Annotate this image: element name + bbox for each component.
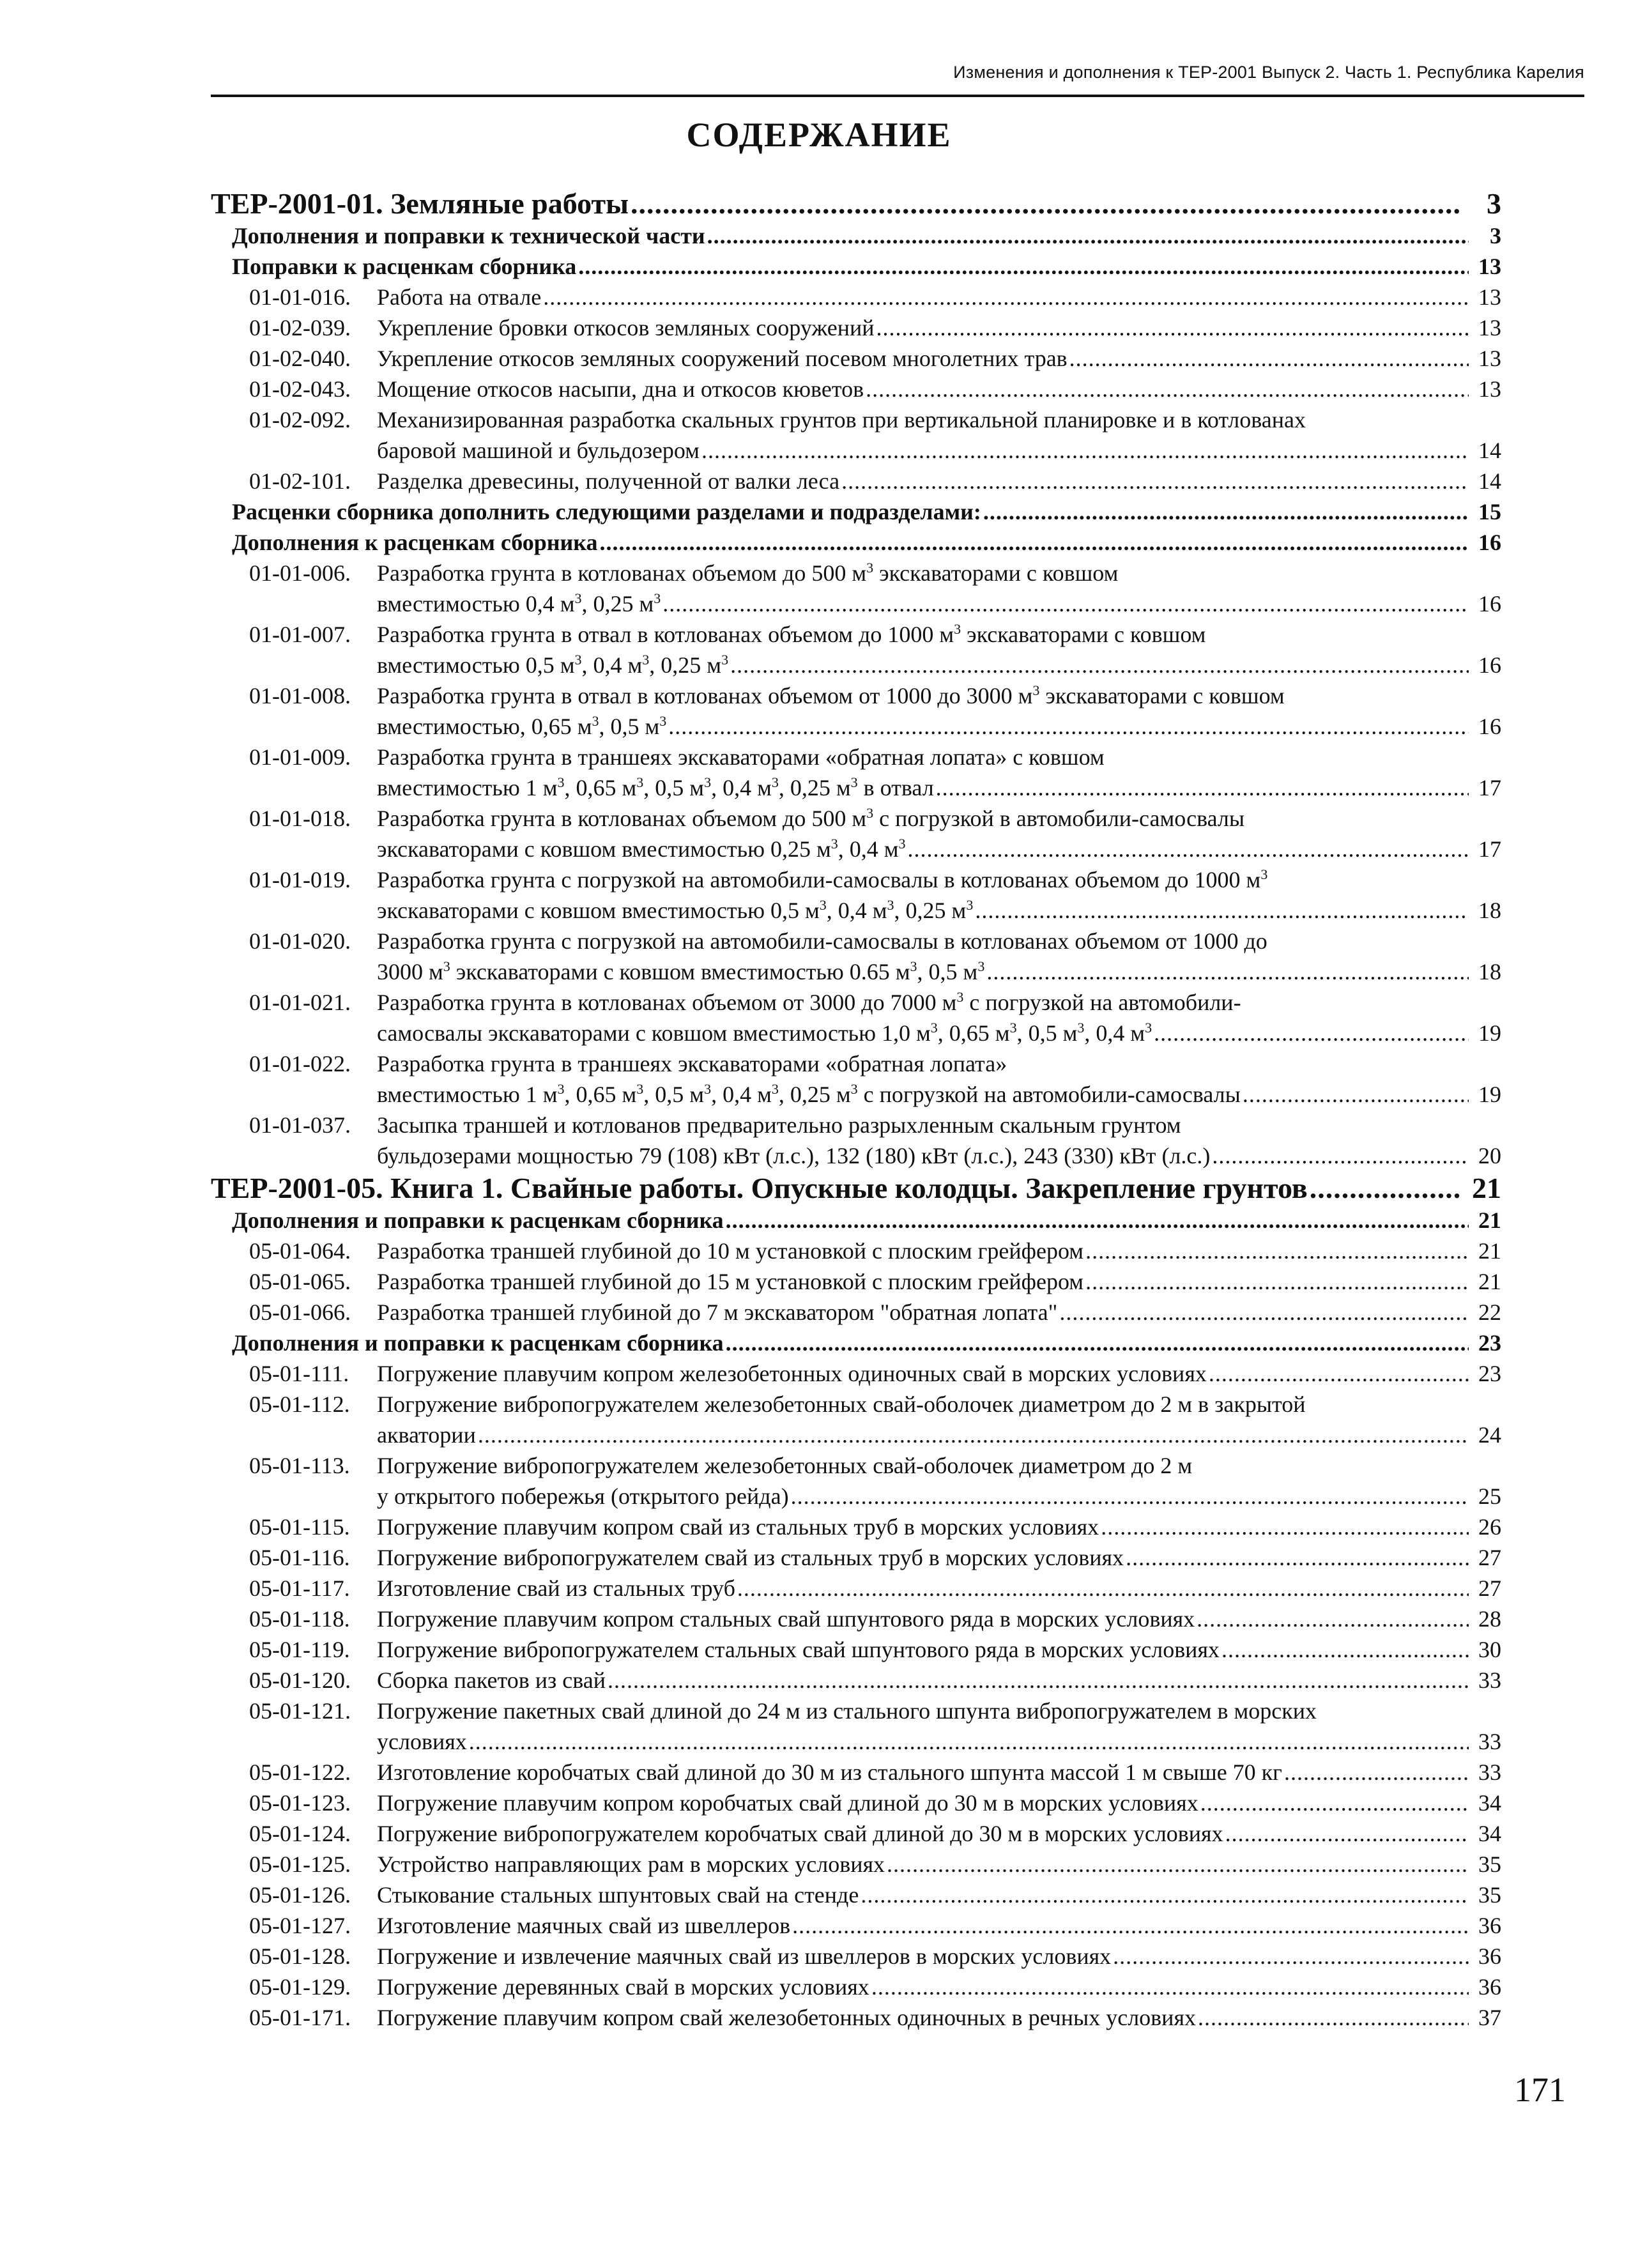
toc-entry-page: 26 bbox=[1478, 1514, 1501, 1540]
toc-entry-page: 16 bbox=[1478, 714, 1501, 739]
dot-leader bbox=[631, 187, 1461, 220]
toc-entry-continuation-text: экскаваторами с ковшом вместимостью 0,5 $м^3$, 0,4 $м^3$, 0,25 $м^3$ bbox=[377, 897, 974, 923]
toc-entry-page: 23 bbox=[1478, 1330, 1501, 1356]
running-header-text: Изменения и дополнения к ТЕР-2001 Выпуск 2. Часть 1. Республика Карелия bbox=[953, 63, 1584, 82]
dot-leader bbox=[871, 1972, 1469, 2002]
toc-entry-title: Разработка грунта в траншеях экскаваторами «обратная лопата» с ковшом bbox=[377, 744, 1105, 770]
toc-entry bbox=[211, 1849, 1501, 1880]
dot-leader bbox=[578, 251, 1469, 282]
dot-leader bbox=[876, 312, 1469, 343]
toc-entry-page: 13 bbox=[1478, 376, 1501, 402]
toc-entry-page: 17 bbox=[1478, 775, 1501, 801]
toc-entry-continuation bbox=[211, 895, 1501, 926]
dot-leader bbox=[841, 466, 1469, 496]
toc-entry-page: 36 bbox=[1478, 1974, 1501, 2000]
dot-leader bbox=[936, 772, 1469, 803]
dot-leader bbox=[662, 588, 1469, 619]
toc-entry-page: 17 bbox=[1478, 836, 1501, 862]
toc-entry-continuation bbox=[211, 1018, 1501, 1048]
toc-entry-title: Разделка древесины, полученной от валки леса bbox=[377, 468, 840, 494]
toc-entry-continuation-text: вместимостью 1 $м^3$, 0,65 $м^3$, 0,5 $м^3$, 0,4 $м^3$, 0,25 $м^3$ с погрузкой на автомобили-самосвалы bbox=[377, 1081, 1241, 1107]
toc-entry bbox=[211, 404, 1501, 435]
dot-leader bbox=[726, 1205, 1469, 1236]
toc-entry bbox=[211, 1573, 1501, 1604]
dot-leader bbox=[1113, 1941, 1469, 1972]
toc-entry-continuation-text: вместимостью 1 $м^3$, 0,65 $м^3$, 0,5 $м^3$, 0,4 $м^3$, 0,25 $м^3$ в отвал bbox=[377, 774, 934, 801]
dot-leader bbox=[986, 956, 1469, 987]
toc-entry-code: 01-02-039. bbox=[249, 315, 351, 341]
toc-entry-continuation bbox=[211, 1481, 1501, 1512]
toc-entry-title: Изготовление маячных свай из швеллеров bbox=[377, 1913, 791, 1938]
toc-entry-title: Погружение вибропогружателем коробчатых свай длиной до 30 м в морских условиях bbox=[377, 1821, 1223, 1846]
toc-entry-title: Разработка траншей глубиной до 10 м установкой с плоским грейфером bbox=[377, 1238, 1084, 1264]
toc-entry-page: 21 bbox=[1472, 1172, 1501, 1204]
dot-leader bbox=[1209, 1358, 1469, 1389]
toc-entry bbox=[211, 1048, 1501, 1079]
toc-entry-page: 14 bbox=[1478, 468, 1501, 494]
dot-leader bbox=[1225, 1818, 1469, 1849]
dot-leader bbox=[1126, 1542, 1469, 1573]
dot-leader bbox=[792, 1910, 1469, 1941]
toc-entry bbox=[211, 1236, 1501, 1266]
toc-entry-code: 01-01-006. bbox=[249, 560, 351, 586]
dot-leader bbox=[730, 650, 1469, 680]
dot-leader bbox=[1085, 1236, 1469, 1266]
toc-entry-continuation-text: акватории bbox=[377, 1422, 476, 1448]
toc-entry-title: Дополнения к расценкам сборника bbox=[232, 530, 598, 555]
toc-subsection bbox=[211, 1205, 1501, 1236]
toc-entry-page: 21 bbox=[1478, 1207, 1501, 1233]
toc-entry bbox=[211, 864, 1501, 895]
toc-entry-page: 21 bbox=[1478, 1269, 1501, 1294]
toc-entry-title: Укрепление бровки откосов земляных сооружений bbox=[377, 315, 875, 341]
toc-entry-code: 05-01-120. bbox=[249, 1667, 351, 1693]
toc-entry-page: 25 bbox=[1478, 1483, 1501, 1509]
toc-subsection bbox=[211, 527, 1501, 558]
toc-entry-continuation bbox=[211, 1079, 1501, 1110]
toc-entry-code: 01-02-092. bbox=[249, 407, 351, 433]
toc-entry-title: Погружение плавучим копром свай железобетонных одиночных в речных условиях bbox=[377, 2005, 1197, 2030]
toc-entry bbox=[211, 1880, 1501, 1910]
toc-entry-title: Погружение плавучим копром свай из стальных труб в морских условиях bbox=[377, 1514, 1099, 1540]
toc-entry-page: 27 bbox=[1478, 1575, 1501, 1601]
dot-leader bbox=[543, 282, 1469, 312]
toc-entry-code: 05-01-065. bbox=[249, 1269, 351, 1294]
dot-leader bbox=[707, 220, 1469, 251]
toc-entry-page: 21 bbox=[1478, 1238, 1501, 1264]
toc-entry bbox=[211, 1297, 1501, 1328]
toc-entry-code: 01-02-043. bbox=[249, 376, 351, 402]
toc-entry-code: 05-01-123. bbox=[249, 1790, 351, 1816]
toc-entry-title: Погружение плавучим копром железобетонных одиночных свай в морских условиях bbox=[377, 1361, 1207, 1386]
toc-entry-page: 19 bbox=[1478, 1020, 1501, 1046]
toc-entry bbox=[211, 466, 1501, 496]
toc-entry-page: 30 bbox=[1478, 1637, 1501, 1662]
toc-entry-page: 34 bbox=[1478, 1821, 1501, 1846]
toc-entry-title: ТЕР-2001-01. Земляные работы bbox=[211, 187, 629, 220]
toc-entry bbox=[211, 742, 1501, 772]
toc-entry-title: Изготовление коробчатых свай длиной до 30 м из стального шпунта массой 1 м свыше 70 кг bbox=[377, 1759, 1282, 1785]
toc-entry-page: 16 bbox=[1478, 652, 1501, 678]
toc-entry-code: 05-01-128. bbox=[249, 1943, 351, 1969]
toc-entry-page: 35 bbox=[1478, 1851, 1501, 1877]
toc-entry-continuation-text: вместимостью 0,4 $м^3$, 0,25 $м^3$ bbox=[377, 590, 661, 617]
toc-entry-page: 13 bbox=[1478, 254, 1501, 279]
dot-leader bbox=[1154, 1018, 1469, 1048]
toc-entry-page: 33 bbox=[1478, 1759, 1501, 1785]
toc-entry-continuation-text: вместимостью, 0,65 $м^3$, 0,5 $м^3$ bbox=[377, 713, 667, 739]
toc-entry-title: Мощение откосов насыпи, дна и откосов кюветов bbox=[377, 376, 864, 402]
toc-entry-page: 18 bbox=[1478, 898, 1501, 923]
toc-subsection bbox=[211, 251, 1501, 282]
toc-entry-title: Дополнения и поправки к технической части bbox=[232, 223, 705, 249]
toc-entry-title: Погружение вибропогружателем свай из стальных труб в морских условиях bbox=[377, 1545, 1124, 1570]
toc-entry bbox=[211, 374, 1501, 404]
dot-leader bbox=[1069, 343, 1469, 374]
toc-entry-code: 05-01-124. bbox=[249, 1821, 351, 1846]
toc-entry-continuation-text: у открытого побережья (открытого рейда) bbox=[377, 1483, 789, 1509]
toc-entry bbox=[211, 1604, 1501, 1634]
toc-entry-code: 01-01-018. bbox=[249, 806, 351, 831]
toc-entry-continuation bbox=[211, 650, 1501, 680]
toc-entry bbox=[211, 619, 1501, 650]
toc-entry bbox=[211, 1266, 1501, 1297]
toc-subsection bbox=[211, 496, 1501, 527]
toc-entry-continuation-text: вместимостью 0,5 $м^3$, 0,4 $м^3$, 0,25 $м^3$ bbox=[377, 652, 729, 678]
toc-entry-code: 01-01-008. bbox=[249, 683, 351, 709]
dot-leader bbox=[608, 1665, 1469, 1696]
toc-entry-title: Разработка грунта в отвал в котлованах объемом от 1000 до 3000 $м^3$ экскаваторами с ковшом bbox=[377, 682, 1285, 709]
toc-entry-page: 13 bbox=[1478, 346, 1501, 371]
toc-entry-title: Погружение плавучим копром стальных свай шпунтового ряда в морских условиях bbox=[377, 1606, 1195, 1632]
toc-entry-title: Дополнения и поправки к расценкам сборника bbox=[232, 1330, 724, 1356]
toc-entry-code: 01-02-101. bbox=[249, 468, 351, 494]
dot-leader bbox=[469, 1726, 1469, 1757]
toc-entry-page: 34 bbox=[1478, 1790, 1501, 1816]
toc-entry-title: Укрепление откосов земляных сооружений посевом многолетних трав bbox=[377, 346, 1068, 371]
toc-entry-continuation-text: экскаваторами с ковшом вместимостью 0,25 $м^3$, 0,4 $м^3$ bbox=[377, 836, 906, 862]
toc-entry-title: Засыпка траншей и котлованов предварительно разрыхленным скальным грунтом bbox=[377, 1112, 1181, 1138]
toc-entry-page: 28 bbox=[1478, 1606, 1501, 1632]
toc-entry-page: 24 bbox=[1478, 1422, 1501, 1448]
toc-entry bbox=[211, 1389, 1501, 1420]
toc-entry-title: Устройство направляющих рам в морских условиях bbox=[377, 1851, 885, 1877]
toc-entry-title: Стыкование стальных шпунтовых свай на стенде bbox=[377, 1882, 859, 1908]
toc-entry-continuation bbox=[211, 956, 1501, 987]
toc-entry-code: 01-01-021. bbox=[249, 990, 351, 1015]
toc-entry-continuation bbox=[211, 1420, 1501, 1450]
toc-section bbox=[211, 187, 1501, 220]
toc-entry-continuation-text: 3000 $м^3$ экскаваторами с ковшом вместимостью 0.65 $м^3$, 0,5 $м^3$ bbox=[377, 958, 985, 985]
dot-leader bbox=[861, 1880, 1469, 1910]
toc-entry bbox=[211, 1512, 1501, 1542]
toc-entry bbox=[211, 1788, 1501, 1818]
toc-entry bbox=[211, 1972, 1501, 2002]
toc-entry bbox=[211, 680, 1501, 711]
toc-entry-continuation bbox=[211, 711, 1501, 742]
dot-leader bbox=[737, 1573, 1469, 1604]
toc-section bbox=[211, 1171, 1501, 1205]
toc-entry-code: 01-01-016. bbox=[249, 284, 351, 310]
toc-entry-code: 05-01-121. bbox=[249, 1698, 351, 1724]
toc-entry-code: 05-01-115. bbox=[249, 1514, 350, 1540]
dot-leader bbox=[726, 1328, 1469, 1358]
dot-leader bbox=[1243, 1079, 1469, 1110]
toc-entry-title: Погружение деревянных свай в морских условиях bbox=[377, 1974, 869, 2000]
toc-entry-code: 05-01-111. bbox=[249, 1361, 349, 1386]
toc-entry-title: Погружение и извлечение маячных свай из швеллеров в морских условиях bbox=[377, 1943, 1112, 1969]
toc-entry-title: Разработка грунта в отвал в котлованах объемом до 1000 $м^3$ экскаваторами с ковшом bbox=[377, 621, 1206, 647]
toc-entry-code: 05-01-126. bbox=[249, 1882, 351, 1908]
toc-entry bbox=[211, 1665, 1501, 1696]
toc-entry bbox=[211, 2002, 1501, 2033]
toc-entry-code: 05-01-116. bbox=[249, 1545, 350, 1570]
toc-entry-continuation-text: самосвалы экскаваторами с ковшом вместимостью 1,0 $м^3$, 0,65 $м^3$, 0,5 $м^3$, 0,4 $м^3$ bbox=[377, 1020, 1152, 1046]
dot-leader bbox=[1059, 1297, 1469, 1328]
toc-entry-code: 05-01-064. bbox=[249, 1238, 351, 1264]
dot-leader bbox=[983, 496, 1469, 527]
toc-entry-code: 01-01-022. bbox=[249, 1051, 351, 1077]
toc-entry-title: Погружение вибропогружателем железобетонных свай-оболочек диаметром до 2 м в закрытой bbox=[377, 1391, 1306, 1417]
toc-entry bbox=[211, 1450, 1501, 1481]
toc-entry-page: 14 bbox=[1478, 438, 1501, 463]
toc-entry bbox=[211, 1542, 1501, 1573]
toc-entry-code: 05-01-171. bbox=[249, 2005, 351, 2030]
toc-entry-code: 01-01-020. bbox=[249, 928, 351, 954]
toc-entry-title: Погружение вибропогружателем стальных свай шпунтового ряда в морских условиях bbox=[377, 1637, 1220, 1662]
toc-entry-title: Погружение плавучим копром коробчатых свай длиной до 30 м в морских условиях bbox=[377, 1790, 1198, 1816]
toc-entry-page: 13 bbox=[1478, 315, 1501, 341]
toc-entry-title: Поправки к расценкам сборника bbox=[232, 254, 577, 279]
toc-entry bbox=[211, 312, 1501, 343]
toc-entry-page: 18 bbox=[1478, 959, 1501, 985]
toc-entry bbox=[211, 1818, 1501, 1849]
dot-leader bbox=[908, 834, 1469, 864]
toc-entry-code: 01-01-019. bbox=[249, 867, 351, 893]
toc-entry-title: ТЕР-2001-05. Книга 1. Свайные работы. Опускные колодцы. Закрепление грунтов bbox=[211, 1172, 1308, 1204]
toc-entry-code: 05-01-113. bbox=[249, 1453, 350, 1478]
toc-entry-page: 16 bbox=[1478, 591, 1501, 617]
toc-entry-continuation bbox=[211, 772, 1501, 803]
dot-leader bbox=[599, 527, 1469, 558]
toc-entry-title: Разработка грунта в котлованах объемом до 500 $м^3$ с погрузкой в автомобили-самосвалы bbox=[377, 805, 1245, 831]
dot-leader bbox=[668, 711, 1469, 742]
toc-entry-title: Сборка пакетов из свай bbox=[377, 1667, 606, 1693]
toc-entry-continuation bbox=[211, 834, 1501, 864]
toc-entry-title: Работа на отвале bbox=[377, 284, 542, 310]
toc-entry bbox=[211, 1110, 1501, 1140]
toc-entry-continuation-text: бульдозерами мощностью 79 (108) кВт (л.с.), 132 (180) кВт (л.с.), 243 (330) кВт (л.с.) bbox=[377, 1143, 1211, 1168]
page-title: СОДЕРЖАНИЕ bbox=[686, 116, 952, 154]
dot-leader bbox=[866, 374, 1469, 404]
toc-entry-continuation bbox=[211, 1726, 1501, 1757]
toc-entry bbox=[211, 987, 1501, 1018]
dot-leader bbox=[478, 1420, 1469, 1450]
toc-entry-page: 3 bbox=[1487, 187, 1501, 220]
toc-entry-page: 23 bbox=[1478, 1361, 1501, 1386]
dot-leader bbox=[1200, 1788, 1469, 1818]
toc-entry-page: 36 bbox=[1478, 1943, 1501, 1969]
toc-entry bbox=[211, 1634, 1501, 1665]
dot-leader bbox=[1085, 1266, 1469, 1297]
dot-leader bbox=[1221, 1634, 1469, 1665]
toc-entry-code: 01-01-007. bbox=[249, 622, 351, 647]
toc-entry-title: Погружение пакетных свай длиной до 24 м из стального шпунта вибропогружателем в морских bbox=[377, 1698, 1317, 1724]
toc-entry-page: 35 bbox=[1478, 1882, 1501, 1908]
toc-entry-title: Расценки сборника дополнить следующими разделами и подразделами: bbox=[232, 499, 981, 525]
toc-entry-title: Изготовление свай из стальных труб bbox=[377, 1575, 735, 1601]
toc-entry bbox=[211, 1941, 1501, 1972]
toc-entry-title: Разработка траншей глубиной до 7 м экскаватором "обратная лопата" bbox=[377, 1299, 1058, 1325]
dot-leader bbox=[1101, 1512, 1469, 1542]
toc-entry bbox=[211, 1910, 1501, 1941]
toc-entry bbox=[211, 1696, 1501, 1726]
dot-leader bbox=[1310, 1171, 1461, 1205]
toc-entry-page: 19 bbox=[1478, 1082, 1501, 1107]
dot-leader bbox=[1212, 1140, 1469, 1171]
toc-entry-code: 01-01-037. bbox=[249, 1112, 351, 1138]
toc-entry-page: 15 bbox=[1478, 499, 1501, 525]
toc-entry bbox=[211, 803, 1501, 834]
toc-entry-code: 05-01-127. bbox=[249, 1913, 351, 1938]
toc-entry-page: 22 bbox=[1478, 1299, 1501, 1325]
toc-entry-title: Разработка грунта в траншеях экскаваторами «обратная лопата» bbox=[377, 1051, 1007, 1077]
toc-subsection bbox=[211, 1328, 1501, 1358]
running-header bbox=[211, 57, 1584, 96]
toc-entry-code: 05-01-119. bbox=[249, 1637, 350, 1662]
toc-entry-continuation bbox=[211, 435, 1501, 466]
toc-entry bbox=[211, 282, 1501, 312]
toc-entry-continuation bbox=[211, 1140, 1501, 1171]
dot-leader bbox=[791, 1481, 1469, 1512]
toc-entry-page: 37 bbox=[1478, 2005, 1501, 2030]
toc-entry-code: 05-01-125. bbox=[249, 1851, 351, 1877]
toc-entry-page: 16 bbox=[1478, 530, 1501, 555]
toc-entry-title: Дополнения и поправки к расценкам сборника bbox=[232, 1207, 724, 1233]
toc-entry-title: Разработка грунта с погрузкой на автомобили-самосвалы в котлованах объемом до 1000 $м^3$ bbox=[377, 866, 1268, 893]
toc-entry-title: Разработка грунта в котлованах объемом до 500 $м^3$ экскаваторами с ковшом bbox=[377, 560, 1119, 586]
toc-entry-continuation bbox=[211, 588, 1501, 619]
toc-entry-title: Разработка грунта с погрузкой на автомобили-самосвалы в котлованах объемом от 1000 до bbox=[377, 928, 1267, 954]
toc-subsection bbox=[211, 220, 1501, 251]
toc-entry-title: Погружение вибропогружателем железобетонных свай-оболочек диаметром до 2 м bbox=[377, 1453, 1193, 1478]
toc-entry-code: 05-01-066. bbox=[249, 1299, 351, 1325]
toc-entry-code: 05-01-129. bbox=[249, 1974, 351, 2000]
toc-entry bbox=[211, 558, 1501, 588]
toc-entry bbox=[211, 926, 1501, 956]
toc-entry-code: 01-01-009. bbox=[249, 744, 351, 770]
toc-entry-title: Разработка траншей глубиной до 15 м установкой с плоским грейфером bbox=[377, 1269, 1084, 1294]
dot-leader bbox=[1284, 1757, 1469, 1788]
toc-entry bbox=[211, 343, 1501, 374]
toc-entry-continuation-text: баровой машиной и бульдозером bbox=[377, 438, 700, 463]
toc-entry-code: 05-01-112. bbox=[249, 1391, 350, 1417]
toc-entry-page: 36 bbox=[1478, 1913, 1501, 1938]
toc-entry-title: Разработка грунта в котлованах объемом от 3000 до 7000 $м^3$ с погрузкой на автомобили- bbox=[377, 989, 1241, 1015]
toc-entry-page: 3 bbox=[1490, 223, 1501, 249]
toc-entry bbox=[211, 1757, 1501, 1788]
toc-entry-page: 33 bbox=[1478, 1667, 1501, 1693]
toc-entry-code: 01-02-040. bbox=[249, 346, 351, 371]
dot-leader bbox=[887, 1849, 1469, 1880]
toc-entry-page: 20 bbox=[1478, 1143, 1501, 1168]
dot-leader bbox=[975, 895, 1469, 926]
toc-entry-title: Механизированная разработка скальных грунтов при вертикальной планировке и в котлованах bbox=[377, 407, 1306, 433]
toc-entry-code: 05-01-117. bbox=[249, 1575, 350, 1601]
toc-entry-continuation-text: условиях bbox=[377, 1729, 467, 1754]
dot-leader bbox=[1197, 1604, 1469, 1634]
page-number: 171 bbox=[1514, 2071, 1566, 2109]
dot-leader bbox=[701, 435, 1469, 466]
dot-leader bbox=[1198, 2002, 1469, 2033]
toc-entry-code: 05-01-122. bbox=[249, 1759, 351, 1785]
toc-entry bbox=[211, 1358, 1501, 1389]
toc-entry-code: 05-01-118. bbox=[249, 1606, 350, 1632]
table-of-contents bbox=[211, 187, 1501, 2033]
toc-entry-page: 13 bbox=[1478, 284, 1501, 310]
toc-entry-page: 33 bbox=[1478, 1729, 1501, 1754]
header-rule bbox=[211, 95, 1584, 97]
toc-entry-page: 27 bbox=[1478, 1545, 1501, 1570]
